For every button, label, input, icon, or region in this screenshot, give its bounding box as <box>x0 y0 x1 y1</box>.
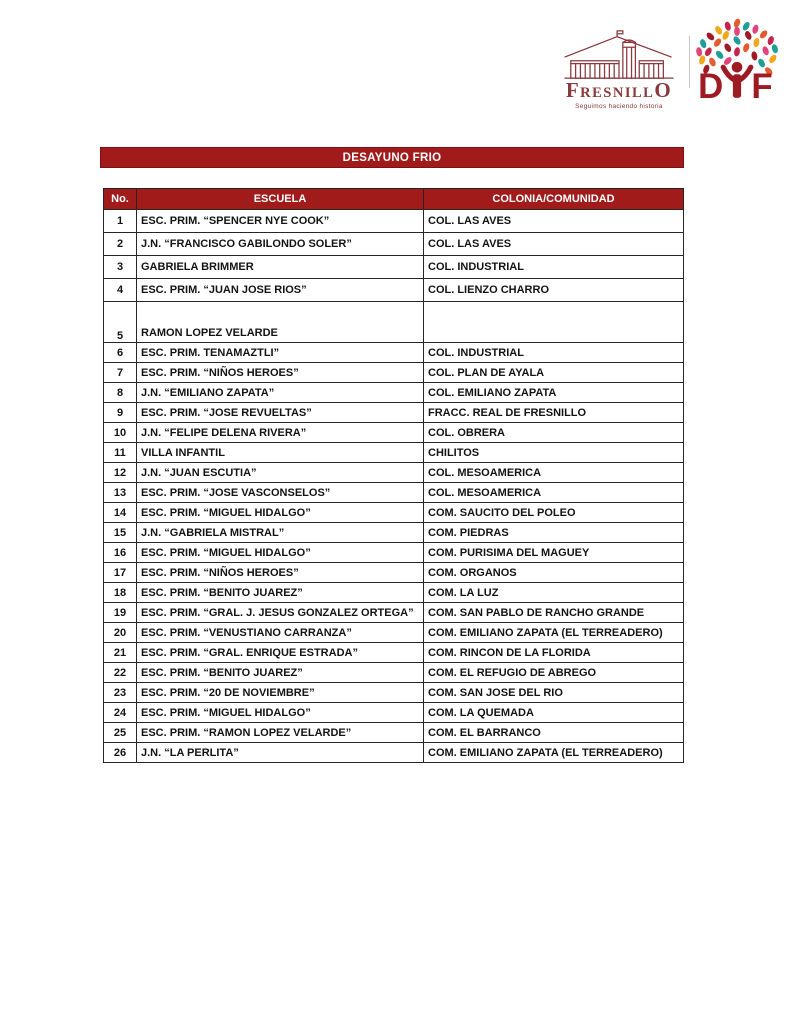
table-row <box>104 363 684 383</box>
dif-person-icon <box>723 62 751 98</box>
cell-colonia: COL. INDUSTRIAL <box>424 256 684 279</box>
cell-colonia: COM. ORGANOS <box>424 563 684 583</box>
table-row <box>104 603 684 623</box>
cell-escuela: ESC. PRIM. “NIÑOS HEROES” <box>137 563 424 583</box>
cell-escuela: J.N. “GABRIELA MISTRAL” <box>137 523 424 543</box>
table-row <box>104 683 684 703</box>
svg-text:F: F <box>751 66 773 104</box>
cell-no: 18 <box>104 583 137 603</box>
cell-escuela: ESC. PRIM. “MIGUEL HIDALGO” <box>137 703 424 723</box>
table-row <box>104 256 684 279</box>
cell-no: 17 <box>104 563 137 583</box>
table-header <box>104 189 684 210</box>
cell-colonia: COL. LAS AVES <box>424 210 684 233</box>
table-row <box>104 563 684 583</box>
table-row <box>104 279 684 302</box>
cell-colonia: COM. EL BARRANCO <box>424 723 684 743</box>
cell-colonia: COM. SAN JOSE DEL RIO <box>424 683 684 703</box>
title-band: DESAYUNO FRIO <box>100 147 684 168</box>
cell-colonia: COL. MESOAMERICA <box>424 463 684 483</box>
cell-escuela: J.N. “EMILIANO ZAPATA” <box>137 383 424 403</box>
table-row <box>104 302 684 343</box>
cell-colonia: COM. SAUCITO DEL POLEO <box>424 503 684 523</box>
table-row <box>104 503 684 523</box>
fresnillo-tagline: Seguimos haciendo historia <box>575 103 663 110</box>
cell-escuela: ESC. PRIM. “VENUSTIANO CARRANZA” <box>137 623 424 643</box>
header-no: No. <box>104 189 137 210</box>
cell-no: 14 <box>104 503 137 523</box>
header-colonia: COLONIA/COMUNIDAD <box>424 189 684 210</box>
table-row <box>104 483 684 503</box>
cell-no: 20 <box>104 623 137 643</box>
cell-colonia: COM. RINCON DE LA FLORIDA <box>424 643 684 663</box>
cell-no: 6 <box>104 343 137 363</box>
table-row <box>104 423 684 443</box>
cell-no: 5 <box>104 302 137 343</box>
cell-colonia: COM. LA QUEMADA <box>424 703 684 723</box>
table-row <box>104 543 684 563</box>
cell-colonia <box>424 302 684 343</box>
table-row <box>104 583 684 603</box>
cell-colonia: COM. SAN PABLO DE RANCHO GRANDE <box>424 603 684 623</box>
cell-no: 11 <box>104 443 137 463</box>
logo-divider <box>689 36 690 88</box>
cell-no: 12 <box>104 463 137 483</box>
table-row <box>104 233 684 256</box>
fresnillo-building-icon <box>560 28 678 82</box>
table-row <box>104 703 684 723</box>
table-row <box>104 523 684 543</box>
cell-colonia: FRACC. REAL DE FRESNILLO <box>424 403 684 423</box>
cell-escuela: ESC. PRIM. “MIGUEL HIDALGO” <box>137 543 424 563</box>
cell-escuela: ESC. PRIM. “JOSE VASCONSELOS” <box>137 483 424 503</box>
cell-no: 3 <box>104 256 137 279</box>
cell-no: 26 <box>104 743 137 763</box>
cell-colonia: COL. LAS AVES <box>424 233 684 256</box>
table-row <box>104 343 684 363</box>
cell-no: 23 <box>104 683 137 703</box>
cell-escuela: ESC. PRIM. “MIGUEL HIDALGO” <box>137 503 424 523</box>
cell-escuela: J.N. “FRANCISCO GABILONDO SOLER” <box>137 233 424 256</box>
table-row <box>104 403 684 423</box>
cell-no: 4 <box>104 279 137 302</box>
table-row <box>104 210 684 233</box>
cell-escuela: ESC. PRIM. “SPENCER NYE COOK” <box>137 210 424 233</box>
cell-no: 9 <box>104 403 137 423</box>
table-body <box>104 210 684 763</box>
fresnillo-logo <box>554 28 684 110</box>
cell-colonia: COL. PLAN DE AYALA <box>424 363 684 383</box>
table-row <box>104 723 684 743</box>
cell-escuela: ESC. PRIM. “BENITO JUAREZ” <box>137 663 424 683</box>
cell-colonia: CHILITOS <box>424 443 684 463</box>
cell-no: 15 <box>104 523 137 543</box>
cell-colonia: COM. PIEDRAS <box>424 523 684 543</box>
cell-colonia: COL. MESOAMERICA <box>424 483 684 503</box>
cell-no: 8 <box>104 383 137 403</box>
cell-no: 21 <box>104 643 137 663</box>
cell-escuela: ESC. PRIM. “BENITO JUAREZ” <box>137 583 424 603</box>
cell-no: 24 <box>104 703 137 723</box>
cell-escuela: ESC. PRIM. “JUAN JOSE RIOS” <box>137 279 424 302</box>
cell-escuela: ESC. PRIM. TENAMAZTLI” <box>137 343 424 363</box>
cell-no: 13 <box>104 483 137 503</box>
cell-escuela: ESC. PRIM. “20 DE NOVIEMBRE” <box>137 683 424 703</box>
table-row <box>104 383 684 403</box>
cell-no: 2 <box>104 233 137 256</box>
table-row <box>104 463 684 483</box>
cell-escuela: RAMON LOPEZ VELARDE <box>137 302 424 343</box>
cell-escuela: GABRIELA BRIMMER <box>137 256 424 279</box>
cell-escuela: ESC. PRIM. “NIÑOS HEROES” <box>137 363 424 383</box>
cell-no: 22 <box>104 663 137 683</box>
cell-escuela: ESC. PRIM. “JOSE REVUELTAS” <box>137 403 424 423</box>
table-row <box>104 743 684 763</box>
cell-colonia: COM. EL REFUGIO DE ABREGO <box>424 663 684 683</box>
table-row <box>104 443 684 463</box>
cell-escuela: ESC. PRIM. “GRAL. J. JESUS GONZALEZ ORTEGA” <box>137 603 424 623</box>
fresnillo-wordmark: FRESNILLO <box>565 78 673 102</box>
cell-no: 7 <box>104 363 137 383</box>
cell-colonia: COL. LIENZO CHARRO <box>424 279 684 302</box>
cell-escuela: ESC. PRIM. “RAMON LOPEZ VELARDE” <box>137 723 424 743</box>
table-row <box>104 643 684 663</box>
cell-no: 19 <box>104 603 137 623</box>
header-escuela: ESCUELA <box>137 189 424 210</box>
cell-no: 1 <box>104 210 137 233</box>
school-table <box>103 188 684 763</box>
cell-colonia: COL. INDUSTRIAL <box>424 343 684 363</box>
cell-colonia: COM. PURISIMA DEL MAGUEY <box>424 543 684 563</box>
svg-text:D: D <box>698 66 724 104</box>
cell-escuela: ESC. PRIM. “GRAL. ENRIQUE ESTRADA” <box>137 643 424 663</box>
cell-escuela: J.N. “JUAN ESCUTIA” <box>137 463 424 483</box>
cell-escuela: J.N. “LA PERLITA” <box>137 743 424 763</box>
table-row <box>104 623 684 643</box>
cell-no: 25 <box>104 723 137 743</box>
dif-logo <box>694 18 780 104</box>
table-row <box>104 663 684 683</box>
cell-colonia: COM. EMILIANO ZAPATA (EL TERREADERO) <box>424 743 684 763</box>
cell-escuela: VILLA INFANTIL <box>137 443 424 463</box>
cell-no: 10 <box>104 423 137 443</box>
cell-no: 16 <box>104 543 137 563</box>
cell-colonia: COM. EMILIANO ZAPATA (EL TERREADERO) <box>424 623 684 643</box>
cell-colonia: COL. OBRERA <box>424 423 684 443</box>
cell-colonia: COM. LA LUZ <box>424 583 684 603</box>
cell-colonia: COL. EMILIANO ZAPATA <box>424 383 684 403</box>
cell-escuela: J.N. “FELIPE DELENA RIVERA” <box>137 423 424 443</box>
